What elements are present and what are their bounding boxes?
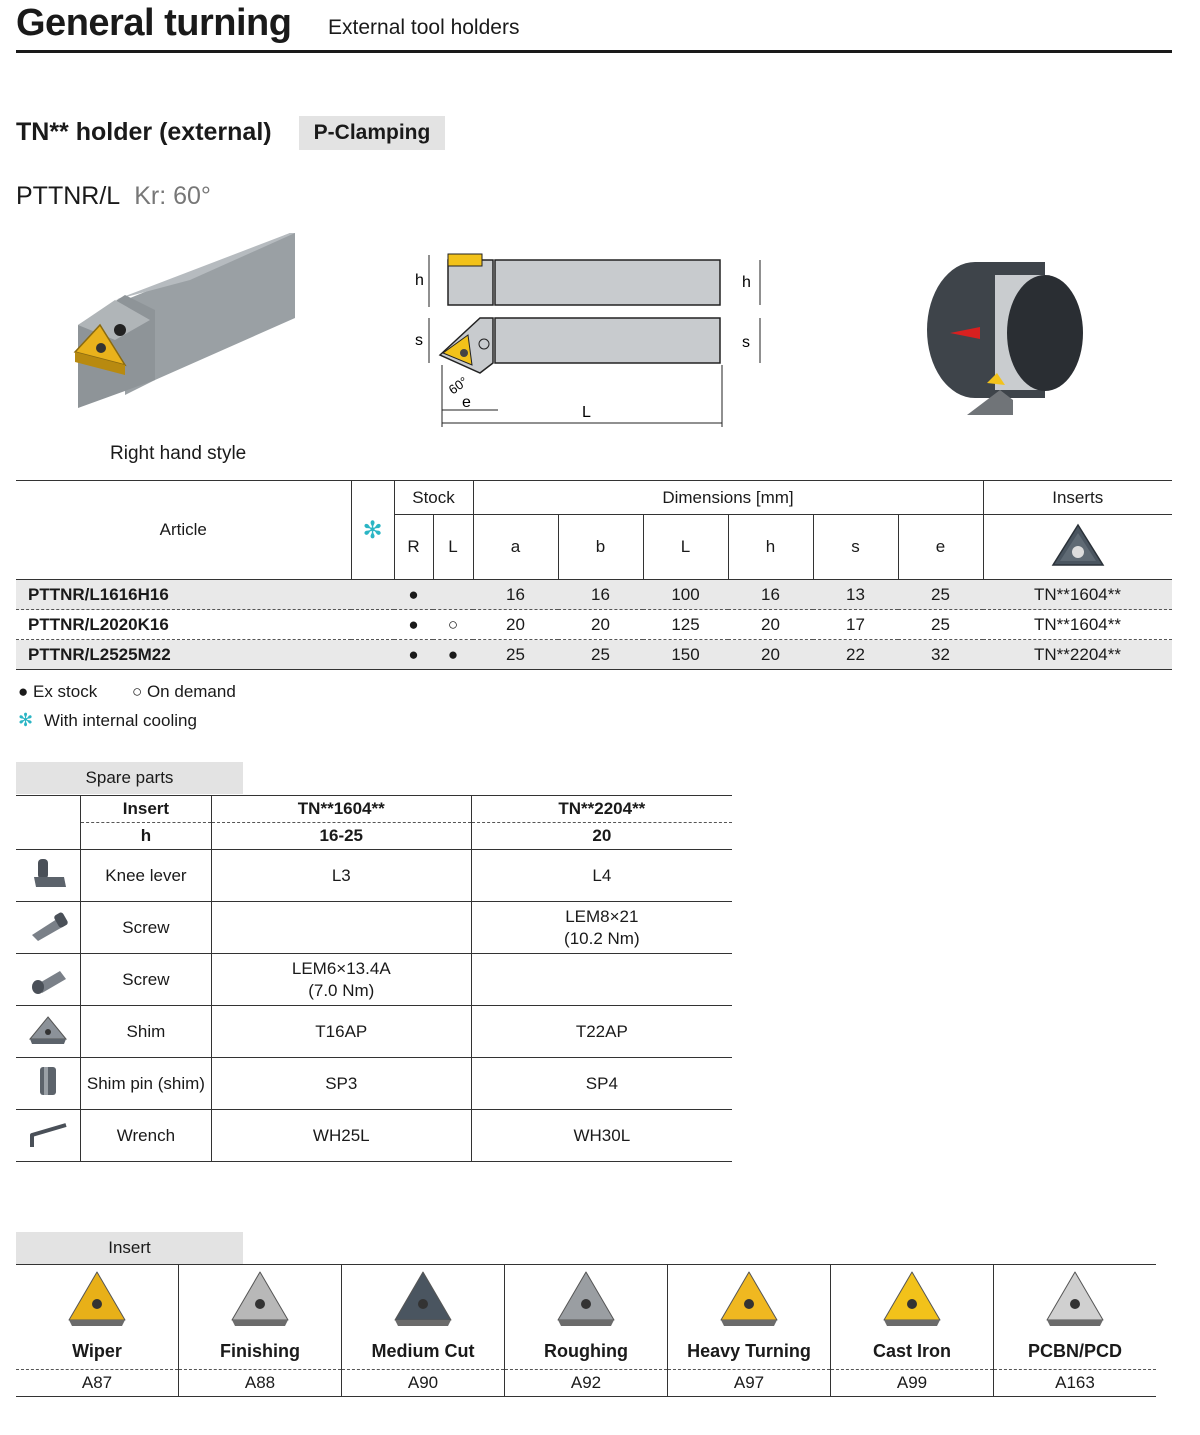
insert-finishing-icon [228, 1268, 292, 1328]
cell-b: 20 [558, 610, 643, 640]
insert-grade-name: Heavy Turning [668, 1333, 831, 1370]
cell-a: 16 [473, 580, 558, 610]
cell-l: ● [433, 640, 473, 670]
style-label: Right hand style [110, 443, 247, 464]
spare-col1-insert: TN**1604** [211, 796, 471, 823]
subheader-b: b [558, 515, 643, 580]
insert-grade-code: A97 [668, 1370, 831, 1397]
insert-image-cell [831, 1265, 994, 1334]
cell-l [433, 580, 473, 610]
workpiece-image [925, 255, 1090, 420]
article-row [16, 640, 1172, 670]
cell-r: ● [394, 610, 433, 640]
model-name [16, 182, 211, 211]
spare-col1-line1: LEM6×13.4A [291, 958, 391, 978]
cell-article: PTTNR/L2020K16 [16, 610, 351, 640]
cell-e: 25 [898, 580, 983, 610]
insert-image-cell [16, 1265, 179, 1334]
spare-col1-value: L3 [211, 850, 471, 902]
spare-header-h-row [16, 823, 732, 850]
spare-col2-insert: TN**2204** [471, 796, 732, 823]
spare-parts-label: Spare parts [16, 762, 243, 794]
spare-col2-value: SP4 [471, 1058, 732, 1110]
model-code: PTTNR/L [16, 182, 121, 210]
spare-col2-value: T22AP [471, 1006, 732, 1058]
screw-icon [26, 907, 70, 943]
shim-pin-icon [26, 1063, 70, 1099]
legend-ex-stock: ● Ex stock [18, 682, 98, 701]
insert-grade-code: A163 [994, 1370, 1157, 1397]
insert-grade-code: A88 [179, 1370, 342, 1397]
subheader-h: h [728, 515, 813, 580]
page-title: General turning [16, 2, 292, 44]
legend-on-demand: ○ On demand [131, 682, 236, 701]
dim-h-right: h [742, 274, 751, 291]
legend [18, 677, 236, 735]
insert-wiper-icon [65, 1268, 129, 1328]
dim-h-left: h [415, 272, 424, 289]
cell-len: 150 [643, 640, 728, 670]
screw-icon [26, 959, 70, 995]
cell-h: 20 [728, 610, 813, 640]
insert-cast-iron-icon [880, 1268, 944, 1328]
spare-col2-h: 20 [471, 823, 732, 850]
cell-b: 25 [558, 640, 643, 670]
cell-s: 17 [813, 610, 898, 640]
clamping-tag: P-Clamping [299, 116, 445, 150]
insert-image-cell [994, 1265, 1157, 1334]
insert-icon [1050, 521, 1106, 569]
spare-part-name: Screw [80, 954, 211, 1006]
cell-insert: TN**1604** [983, 580, 1172, 610]
dimension-drawing [410, 245, 780, 435]
cell-insert: TN**2204** [983, 640, 1172, 670]
spare-col2-value: L4 [471, 850, 732, 902]
article-row [16, 610, 1172, 640]
legend-cooling-icon: ✻ [18, 710, 34, 730]
spare-row [16, 1006, 732, 1058]
spare-col1-value: T16AP [211, 1006, 471, 1058]
model-kr-angle: Kr: 60° [134, 182, 211, 210]
insert-image-cell [342, 1265, 505, 1334]
header-inserts: Inserts [983, 481, 1172, 515]
page-header [16, 0, 1172, 53]
insert-grade-name: Medium Cut [342, 1333, 505, 1370]
article-row [16, 580, 1172, 610]
cell-a: 20 [473, 610, 558, 640]
subheader-R: R [394, 515, 433, 580]
spare-col2-value: WH30L [471, 1110, 732, 1162]
spare-col1-value: WH25L [211, 1110, 471, 1162]
tool-holder-image [70, 230, 300, 415]
spare-part-name: Wrench [80, 1110, 211, 1162]
spare-col2-value [471, 902, 732, 954]
spare-row [16, 954, 732, 1006]
spare-header-insert-row [16, 796, 732, 823]
insert-medium-cut-icon [391, 1268, 455, 1328]
dim-e: e [462, 394, 471, 411]
insert-section-label: Insert [16, 1232, 243, 1264]
cooling-icon: ✻ [362, 516, 383, 544]
spare-part-name: Screw [80, 902, 211, 954]
header-dimensions: Dimensions [mm] [473, 481, 983, 515]
cell-b: 16 [558, 580, 643, 610]
subheader-length: L [643, 515, 728, 580]
insert-grade-code: A90 [342, 1370, 505, 1397]
spare-col1-value [211, 954, 471, 1006]
dim-angle: 60° [445, 373, 471, 398]
dim-L: L [582, 404, 591, 421]
spare-col2-value [471, 954, 732, 1006]
spare-col1-value: SP3 [211, 1058, 471, 1110]
cell-s: 13 [813, 580, 898, 610]
cell-h: 16 [728, 580, 813, 610]
spare-part-name: Shim [80, 1006, 211, 1058]
cell-insert: TN**1604** [983, 610, 1172, 640]
insert-grade-code: A99 [831, 1370, 994, 1397]
insert-heavy-turning-icon [717, 1268, 781, 1328]
cell-cooling [351, 610, 394, 640]
cell-article: PTTNR/L2525M22 [16, 640, 351, 670]
spare-row [16, 1058, 732, 1110]
cell-a: 25 [473, 640, 558, 670]
spare-row [16, 850, 732, 902]
spare-row [16, 902, 732, 954]
article-table [16, 480, 1172, 670]
header-insert-icon-cell [983, 515, 1172, 580]
insert-grade-name: Cast Iron [831, 1333, 994, 1370]
insert-roughing-icon [554, 1268, 618, 1328]
cell-len: 100 [643, 580, 728, 610]
spare-part-name: Knee lever [80, 850, 211, 902]
cell-s: 22 [813, 640, 898, 670]
cell-cooling [351, 640, 394, 670]
insert-grade-name: Roughing [505, 1333, 668, 1370]
legend-cooling: With internal cooling [43, 711, 197, 730]
spare-part-name: Shim pin (shim) [80, 1058, 211, 1110]
insert-image-cell [505, 1265, 668, 1334]
page-subtitle: External tool holders [328, 16, 520, 39]
spare-col1-value [211, 902, 471, 954]
cell-len: 125 [643, 610, 728, 640]
subheader-e: e [898, 515, 983, 580]
cell-cooling [351, 580, 394, 610]
legend-cooling-row [18, 706, 236, 735]
spare-parts-table [16, 795, 732, 1162]
cell-e: 25 [898, 610, 983, 640]
header-article: Article [16, 481, 351, 580]
insert-grade-code: A87 [16, 1370, 179, 1397]
header-stock: Stock [394, 481, 473, 515]
insert-image-cell [179, 1265, 342, 1334]
insert-grades-table [16, 1264, 1156, 1397]
spare-col2-line2: (10.2 Nm) [564, 928, 640, 948]
subheader-a: a [473, 515, 558, 580]
cell-e: 32 [898, 640, 983, 670]
insert-image-cell [668, 1265, 831, 1334]
spare-col1-h: 16-25 [211, 823, 471, 850]
knee-lever-icon [26, 855, 70, 891]
spare-h-label: h [80, 823, 211, 850]
spare-col2-line1: LEM8×21 [565, 906, 639, 926]
cell-l: ○ [433, 610, 473, 640]
dim-s-right: s [742, 334, 750, 351]
insert-grade-name: Wiper [16, 1333, 179, 1370]
shim-icon [26, 1011, 70, 1047]
insert-grade-name: Finishing [179, 1333, 342, 1370]
cell-article: PTTNR/L1616H16 [16, 580, 351, 610]
dim-s-left: s [415, 332, 423, 349]
cell-h: 20 [728, 640, 813, 670]
spare-col1-line2: (7.0 Nm) [308, 980, 375, 1000]
legend-stock-row [18, 677, 236, 706]
section-title: TN** holder (external) [16, 118, 272, 146]
insert-pcbn-pcd-icon [1043, 1268, 1107, 1328]
subheader-s: s [813, 515, 898, 580]
cell-r: ● [394, 580, 433, 610]
cell-r: ● [394, 640, 433, 670]
header-cooling [351, 481, 394, 580]
spare-row [16, 1110, 732, 1162]
insert-grade-name: PCBN/PCD [994, 1333, 1157, 1370]
insert-grade-code: A92 [505, 1370, 668, 1397]
subheader-L: L [433, 515, 473, 580]
wrench-icon [26, 1115, 70, 1151]
spare-insert-label: Insert [80, 796, 211, 823]
